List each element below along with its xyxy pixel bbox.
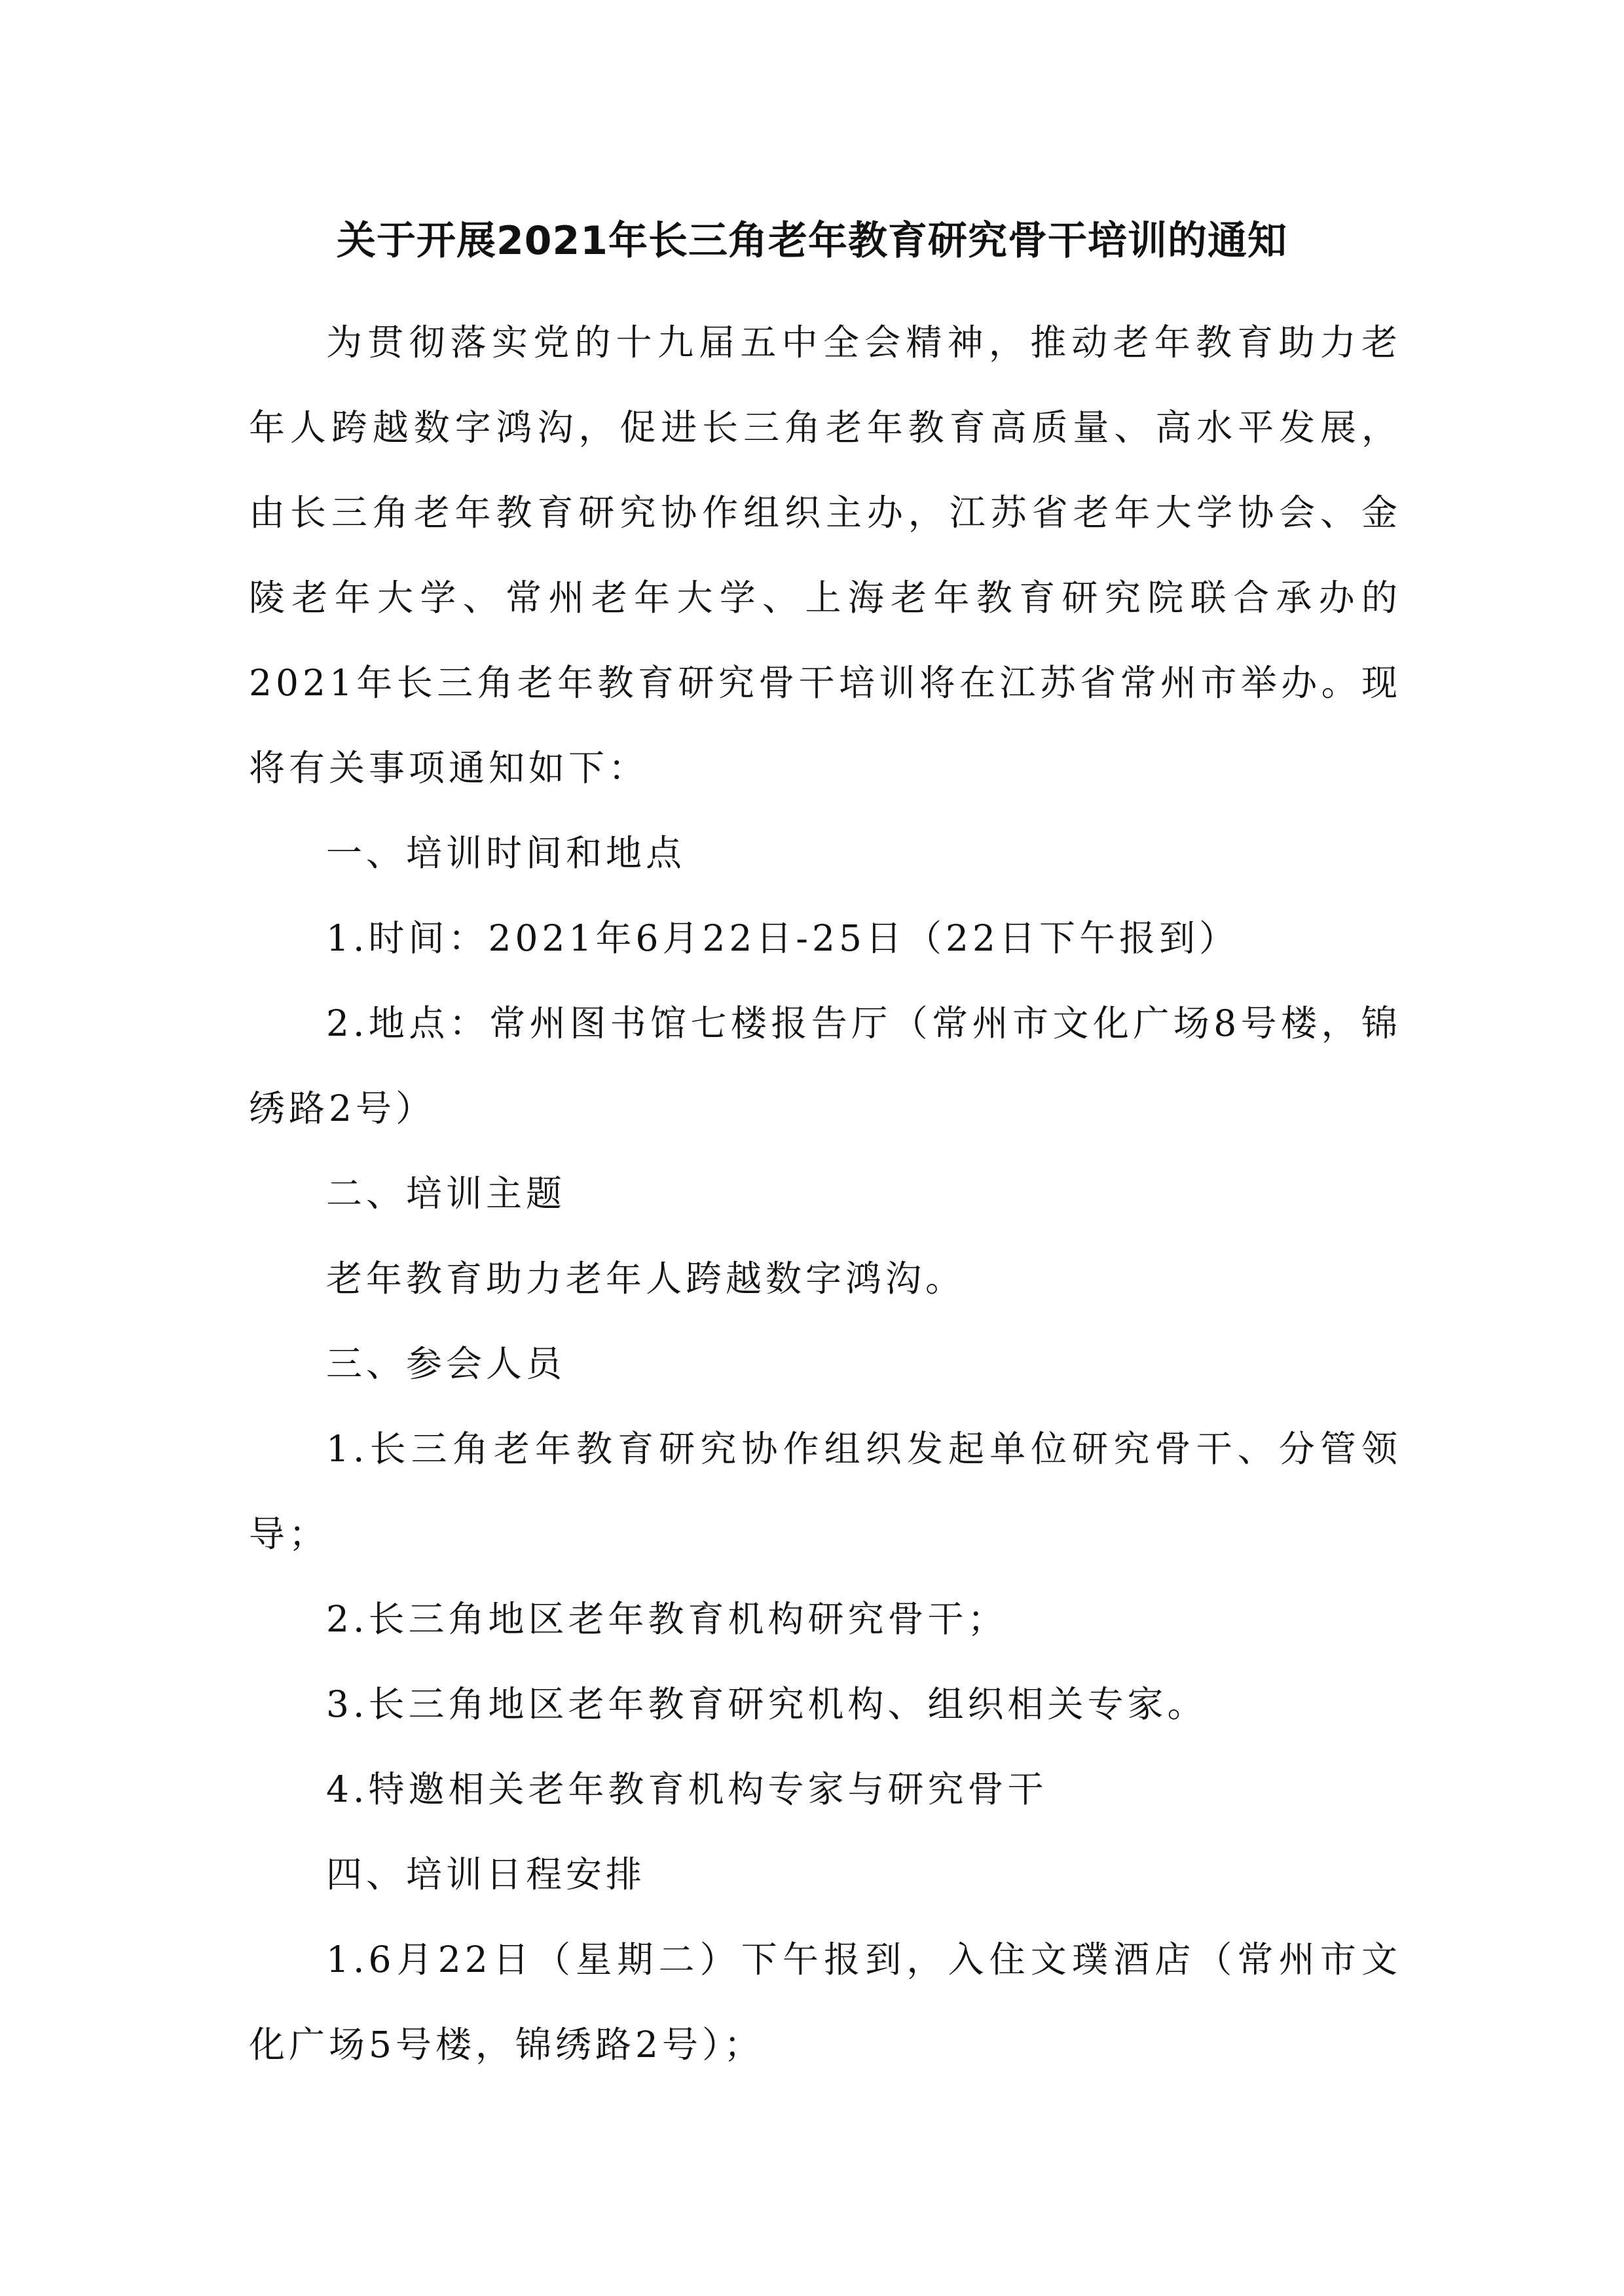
section-heading-time-place: 一、培训时间和地点 (326, 832, 686, 874)
section-heading-schedule: 四、培训日程安排 (326, 1853, 646, 1895)
list-item-place: 2.地点：常州图书馆七楼报告厅（常州市文化广场8号楼，锦绣路2号） (249, 1002, 1401, 1129)
list-item-participant-1: 1.长三角老年教育研究协作组织发起单位研究骨干、分管领导； (249, 1428, 1401, 1555)
section-heading-participants: 三、参会人员 (326, 1343, 566, 1385)
list-item-participant-4: 4.特邀相关老年教育机构专家与研究骨干 (326, 1768, 1048, 1810)
theme-paragraph: 老年教育助力老年人跨越数字鸿沟。 (326, 1258, 966, 1300)
list-item-participant-3: 3.长三角地区老年教育研究机构、组织相关专家。 (326, 1683, 1208, 1725)
document-body (249, 300, 1401, 2087)
list-item-participant-2: 2.长三角地区老年教育机构研究骨干； (326, 1598, 1008, 1640)
intro-paragraph: 为贯彻落实党的十九届五中全会精神，推动老年教育助力老年人跨越数字鸿沟，促进长三角老年教育高质量、高水平发展，由长三角老年教育研究协作组织主办，江苏省老年大学协会、金陵老年大学、常州老年大学、上海老年教育研究院联合承办的2021年长三角老年教育研究骨干培训将在江苏省常州市举办。现将有关事项通知如下： (249, 321, 1401, 789)
list-item-time: 1.时间：2021年6月22日-25日（22日下午报到） (326, 917, 1239, 959)
document-title: 关于开展2021年长三角老年教育研究骨干培训的通知 (337, 218, 1287, 264)
list-item-schedule-1: 1.6月22日（星期二）下午报到，入住文璞酒店（常州市文化广场5号楼，锦绣路2号）； (249, 1939, 1401, 2066)
section-heading-theme: 二、培训主题 (326, 1173, 566, 1214)
